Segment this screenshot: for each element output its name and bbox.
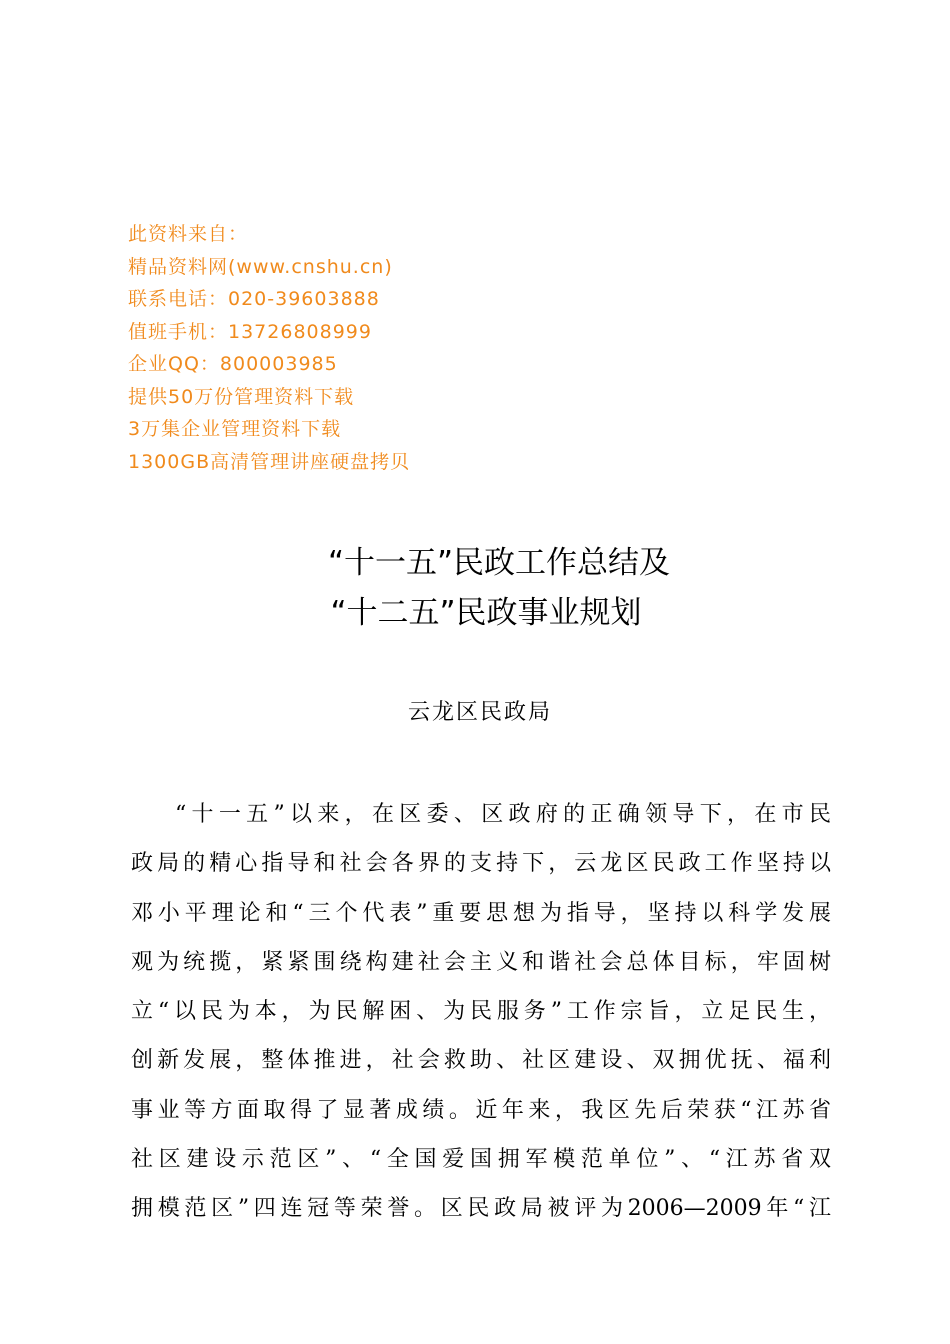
body-paragraph (131, 790, 831, 1234)
source-notice-line: 3万集企业管理资料下载 (128, 418, 342, 440)
body-line: 邓小平理论和“三个代表”重要思想为指导，坚持以科学发展 (131, 900, 831, 926)
title-line-2: “十二五”民政事业规划 (330, 595, 642, 631)
source-notice-line: 联系电话：020-39603888 (128, 288, 380, 310)
body-line: 立“以民为本，为民解困、为民服务”工作宗旨，立足民生， (131, 999, 831, 1025)
document-title (0, 538, 950, 638)
title-line-1: “十一五”民政工作总结及 (327, 545, 671, 581)
body-line: 拥模范区”四连冠等荣誉。区民政局被评为2006—2009年“江 (131, 1196, 831, 1222)
author-line: 云龙区民政局 (407, 700, 552, 725)
source-notice-line: 提供50万份管理资料下载 (128, 385, 355, 408)
body-line: 社区建设示范区”、“全国爱国拥军模范单位”、“江苏省双 (131, 1147, 831, 1173)
source-notice-line: 企业QQ：800003985 (128, 353, 338, 375)
source-notice-line: 值班手机：13726808999 (128, 320, 372, 343)
source-notice (128, 218, 648, 478)
body-line: “十一五”以来，在区委、区政府的正确领导下，在市民 (175, 802, 831, 827)
body-line: 政局的精心指导和社会各界的支持下，云龙区民政工作坚持以 (131, 851, 831, 877)
body-line: 事业等方面取得了显著成绩。近年来，我区先后荣获“江苏省 (131, 1097, 831, 1123)
source-notice-line: 精品资料网(www.cnshu.cn) (128, 255, 393, 278)
source-notice-line: 此资料来自： (128, 223, 249, 245)
body-line: 创新发展，整体推进，社会救助、社区建设、双拥优抚、福利 (131, 1048, 831, 1074)
body-line: 观为统揽，紧紧围绕构建社会主义和谐社会总体目标，牢固树 (131, 949, 831, 975)
source-notice-line: 1300GB高清管理讲座硬盘拷贝 (128, 450, 411, 473)
